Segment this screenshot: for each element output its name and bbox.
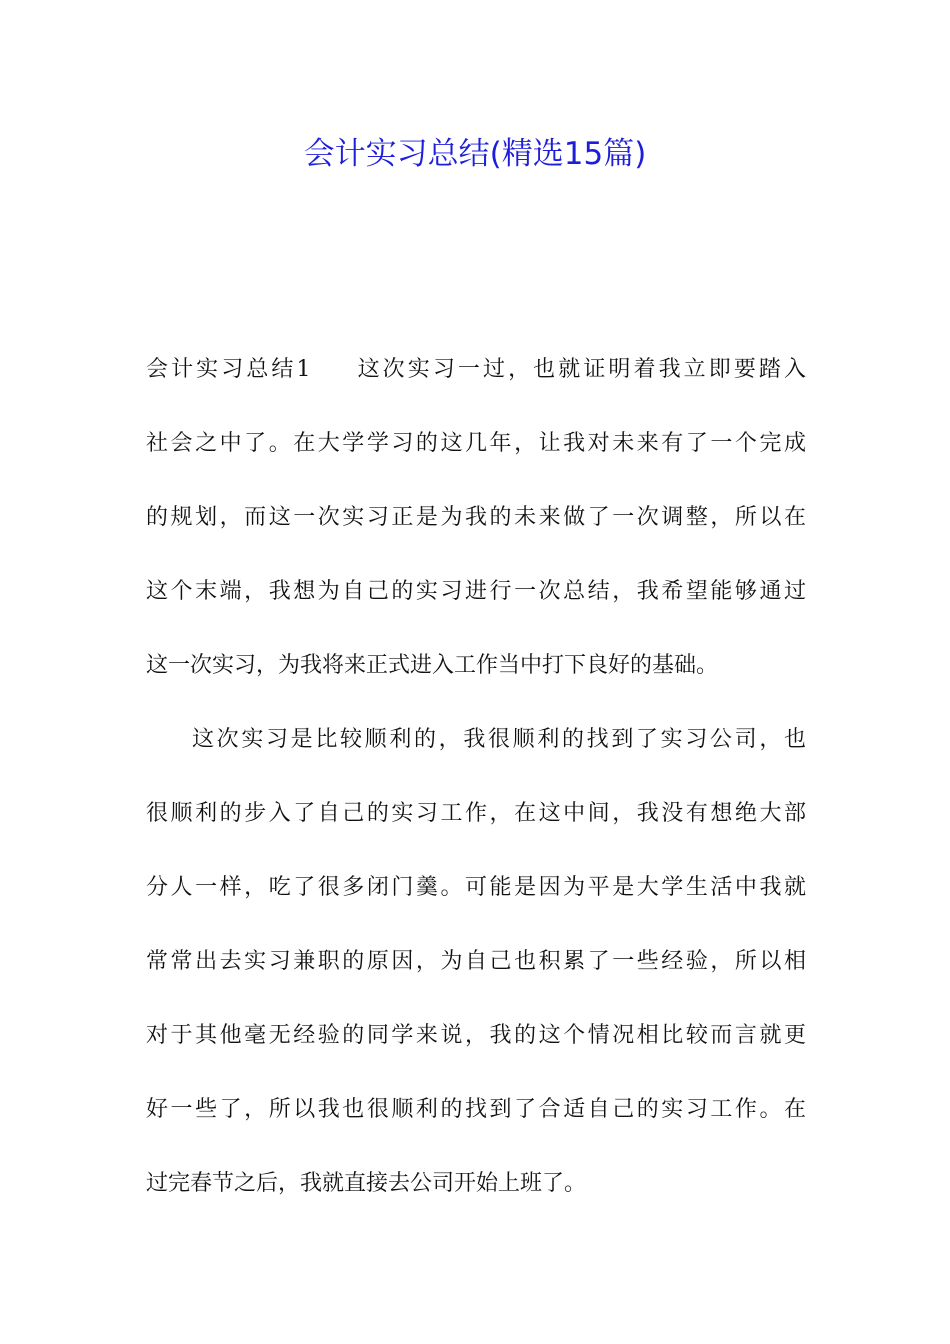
document-body [146,333,806,1221]
paragraph-line: 很顺利的步入了自己的实习工作，在这中间，我没有想绝大部 [146,801,806,826]
line-text: 这次实习一过，也就证明着我立即要踏入 [354,357,806,382]
document-title: 会计实习总结(精选15篇) [303,136,647,172]
paragraph-line: 过完春节之后，我就直接去公司开始上班了。 [146,1171,587,1196]
paragraph-line: 的规划，而这一次实习正是为我的未来做了一次调整，所以在 [146,505,806,530]
paragraph-line: 对于其他毫无经验的同学来说，我的这个情况相比较而言就更 [146,1023,806,1048]
paragraph-line: 好一些了，所以我也很顺利的找到了合适自己的实习工作。在 [146,1097,806,1122]
paragraph-line: 社会之中了。在大学学习的这几年，让我对未来有了一个完成 [146,431,806,456]
section-heading: 会计实习总结1 [146,357,311,382]
paragraph-line: 常常出去实习兼职的原因，为自己也积累了一些经验，所以相 [146,949,806,974]
paragraph-1 [146,333,806,703]
paragraph-line: 分人一样，吃了很多闭门羹。可能是因为平是大学生活中我就 [146,875,806,900]
paragraph-2 [146,703,806,1221]
paragraph-line: 这一次实习，为我将来正式进入工作当中打下良好的基础。 [146,653,719,678]
paragraph-line [146,333,806,407]
paragraph-line: 这个末端，我想为自己的实习进行一次总结，我希望能够通过 [146,579,806,604]
paragraph-line: 这次实习是比较顺利的，我很顺利的找到了实习公司，也 [192,727,806,752]
